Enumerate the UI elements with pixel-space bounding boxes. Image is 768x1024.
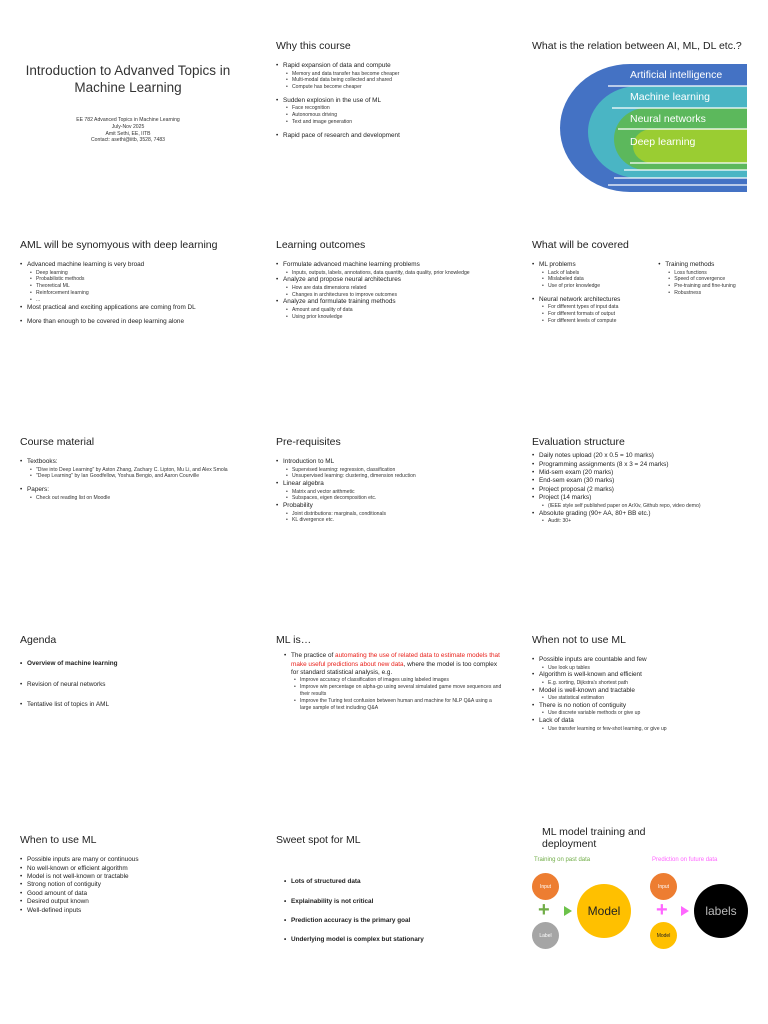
bullet: • Model is not well-known or tractable (20, 873, 256, 881)
bullet: • Explainability is not critical (284, 898, 512, 906)
sub-bullet: • Use discrete variable methods or give up (532, 710, 768, 717)
slide-when-not-to-use-ml (532, 634, 768, 819)
bullet: • Formulate advanced machine learning problems (276, 261, 512, 269)
bullet-list (20, 458, 256, 501)
label-ml: Machine learning (630, 91, 710, 103)
slide-aml-deep-learning (20, 239, 256, 424)
sub-bullet: • Lack of labels (532, 270, 658, 277)
sub-bullet: • Memory and data transfer has become cheaper (276, 71, 512, 78)
slide-heading: When not to use ML (532, 634, 626, 646)
slide-heading: Agenda (20, 634, 57, 646)
sub-bullet: • For different levels of compute (532, 318, 658, 325)
slide-evaluation-structure (532, 436, 768, 621)
bullet: • Overview of machine learning (20, 660, 256, 668)
sub-bullet: • Amount and quality of data (276, 307, 512, 314)
slide-prerequisites (276, 436, 512, 621)
slide-heading: Evaluation structure (532, 436, 625, 448)
bullet: • Rapid expansion of data and compute (276, 62, 512, 70)
cover-title: Introduction to Advanved Topics in Machine Learning (25, 63, 231, 95)
bullet: • Underlying model is complex but stationary (284, 936, 512, 944)
input-circle-prediction: Input (650, 873, 677, 900)
arrow-icon (681, 906, 689, 916)
sub-bullet: • Speed of convergence (658, 276, 768, 283)
input-circle: Input (532, 873, 559, 900)
sub-bullet: • For different formats of output (532, 311, 658, 318)
sub-bullet: • Robustness (658, 290, 768, 297)
sub-bullet: • Improve the Turing test confusion between human and machine for NLP Q&A using a large sample of text including Q&A (284, 698, 502, 712)
slide-title (10, 35, 246, 220)
slide-ml-is (276, 634, 512, 819)
bullet-list-right (658, 261, 768, 325)
bullet: • Sudden explosion in the use of ML (276, 97, 512, 105)
sub-bullet: • Unsupervised learning: clustering, dimension reduction (276, 473, 512, 480)
definition-highlight: automating the use of related data to estimate models that make useful predictions about new data (291, 652, 500, 668)
sub-bullet: • Probabilistic methods (20, 276, 256, 283)
slide-heading: AML will be synomyous with deep learning (20, 239, 218, 251)
slide-why-this-course (276, 40, 512, 225)
sub-bullet: • ... (20, 297, 256, 304)
label-nn: Neural networks (630, 113, 706, 125)
slide-heading: Course material (20, 436, 95, 448)
definition-prefix: The practice of (291, 652, 336, 660)
sub-bullet: • Improve accuracy of classification of images using labeled images (284, 677, 502, 684)
course-code: EE 782 Advanced Topics in Machine Learning (76, 116, 180, 123)
bullet: • Advanced machine learning is very broad (20, 261, 256, 269)
sub-bullet: • "Dive into Deep Learning" by Aston Zhang, Zachary C. Lipton, Mu Li, and Alex Smola (20, 467, 256, 474)
sub-bullet: • Text and image generation (276, 119, 512, 126)
sub-bullet: • Deep learning (20, 270, 256, 277)
slide-heading: When to use ML (20, 834, 97, 846)
bullet: • Algorithm is well-known and efficient (532, 671, 768, 679)
sub-bullet: • Reinforcement learning (20, 290, 256, 297)
bullet: • Rapid pace of research and development (276, 132, 512, 140)
slide-agenda (20, 634, 256, 819)
bullet: • Neural network architectures (532, 296, 658, 304)
sub-bullet: • Changes in architectures to improve outcomes (276, 292, 512, 299)
sub-bullet: • (IEEE style self published paper on ArXiv, Github repo, video demo) (532, 503, 768, 510)
sub-bullet: • Supervised learning: regression, classification (276, 467, 512, 474)
model-circle-small: Model (650, 922, 677, 949)
sub-bullet: • Face recognition (276, 105, 512, 112)
sub-bullet: • Use transfer learning or few-shot learning, or give up (532, 726, 768, 733)
contact: Contact: asethi@iitb, 3528, 7483 (91, 137, 165, 144)
slide-training-deployment (532, 826, 768, 1016)
training-label: Training on past data (534, 857, 591, 863)
bullet-definition (284, 652, 502, 677)
bullet: • Possible inputs are many or continuous (20, 856, 256, 864)
bullet: • Daily notes upload (20 x 0.5 = 10 marks) (532, 452, 768, 460)
slide-heading: What will be covered (532, 239, 629, 251)
label-dl: Deep learning (630, 136, 696, 148)
bullet: • Linear algebra (276, 480, 512, 488)
sub-bullet: • Pre-training and fine-tuning (658, 283, 768, 290)
bullet-list (276, 458, 512, 524)
bullet: • Model is well-known and tractable (532, 687, 768, 695)
bullet-list (276, 62, 512, 140)
sub-bullet: • Loss functions (658, 270, 768, 277)
sub-bullet: • Inputs, outputs, labels, annotations, data quantity, data quality, prior knowledge (276, 270, 512, 277)
bullet: • Mid-sem exam (20 marks) (532, 469, 768, 477)
sub-bullet: • Compute has become cheaper (276, 84, 512, 91)
label-ai: Artificial intelligence (630, 69, 723, 81)
slide-heading: ML model training and deployment (542, 826, 646, 851)
sub-bullet: • Matrix and vector arithmetic (276, 489, 512, 496)
course-term: July-Nov 2025 (111, 123, 145, 130)
sub-bullet: • Autonomous driving (276, 112, 512, 119)
bullet: • Probability (276, 502, 512, 510)
sub-bullet: • KL divergence etc. (276, 517, 512, 524)
sub-bullet: • How are data dimensions related (276, 285, 512, 292)
slide-what-will-be-covered (532, 239, 768, 424)
sub-bullet: • Mislabeled data (532, 276, 658, 283)
label-circle: Label (532, 922, 559, 949)
slide-learning-outcomes (276, 239, 512, 424)
sub-bullet: • Multi-modal data being collected and shared (276, 77, 512, 84)
bullet: • Strong notion of contiguity (20, 881, 256, 889)
slide-heading: What is the relation between AI, ML, DL etc.? (532, 40, 742, 52)
bullet: • Good amount of data (20, 890, 256, 898)
sub-bullet: • For different types of input data (532, 304, 658, 311)
bullet: • Programming assignments (8 x 3 = 24 marks) (532, 461, 768, 469)
bullet-list (20, 856, 256, 915)
bullet-list-left (532, 261, 658, 325)
sub-bullet: • E.g. sorting, Dijkstra's shortest path (532, 680, 768, 687)
bullet: • ML problems (532, 261, 658, 269)
slide-sweet-spot (276, 834, 512, 1019)
arrow-icon (564, 906, 572, 916)
bullet-list (20, 660, 256, 709)
slide-heading: Pre-requisites (276, 436, 341, 448)
bullet: • There is no notion of contiguity (532, 702, 768, 710)
slide-ai-ml-dl-relation (532, 40, 768, 225)
bullet-list (276, 261, 512, 320)
bullet-list (532, 452, 768, 525)
slide-heading: Why this course (276, 40, 351, 52)
bullet: • Project (14 marks) (532, 494, 768, 502)
labels-circle: labels (694, 884, 748, 938)
slide-heading: ML is… (276, 634, 312, 646)
bullet: • Lots of structured data (284, 878, 512, 886)
bullet-list (276, 878, 512, 945)
sub-bullet: • Using prior knowledge (276, 314, 512, 321)
bullet: • Prediction accuracy is the primary goal (284, 917, 512, 925)
bullet: • Textbooks: (20, 458, 256, 466)
bullet: • Lack of data (532, 717, 768, 725)
prediction-label: Prediction on future data (652, 857, 718, 863)
bullet: • No well-known or efficient algorithm (20, 865, 256, 873)
slide-heading: Learning outcomes (276, 239, 366, 251)
bullet: • Tentative list of topics in AML (20, 701, 256, 709)
bullet: • Introduction to ML (276, 458, 512, 466)
bullet: • Revision of neural networks (20, 681, 256, 689)
bullet: • Well-defined inputs (20, 907, 256, 915)
sub-bullet: • Improve win percentage on alpha-go using several simulated game move sequences and their results (284, 684, 502, 698)
sub-bullet: • "Deep Learning" by Ian Goodfellow, Yoshua Bengio, and Aaron Courville (20, 473, 256, 480)
definition-suffix: , where the model is too complex for standard statistical analysis, e.g. (291, 660, 498, 676)
plus-icon: + (538, 899, 550, 921)
sub-bullet: • Use statistical estimation (532, 695, 768, 702)
bullet-list (20, 261, 256, 326)
slide-when-to-use-ml (20, 834, 256, 1019)
bullet: • Absolute grading (90+ AA, 80+ BB etc.) (532, 510, 768, 518)
nested-fields-diagram (552, 62, 752, 192)
bullet: • Project proposal (2 marks) (532, 486, 768, 494)
bullet-list (532, 656, 768, 732)
slide-course-material (20, 436, 256, 621)
sub-bullet: • Theoretical ML (20, 283, 256, 290)
sub-bullet: • Joint distributions: marginals, conditionals (276, 511, 512, 518)
slide-heading: Sweet spot for ML (276, 834, 361, 846)
bullet: • Possible inputs are countable and few (532, 656, 768, 664)
plus-icon: + (656, 899, 668, 921)
sub-bullet: • Check out reading list on Moodle (20, 495, 256, 502)
sub-bullet: • Use of prior knowledge (532, 283, 658, 290)
cover-info (10, 117, 246, 145)
bullet-list (276, 652, 512, 711)
bullet: • End-sem exam (30 marks) (532, 477, 768, 485)
sub-bullet: • Audit: 30+ (532, 518, 768, 525)
model-circle: Model (577, 884, 631, 938)
sub-bullet: • Use look up tables (532, 665, 768, 672)
sub-bullet: • Subspaces, eigen decomposition etc. (276, 495, 512, 502)
bullet: • Papers: (20, 486, 256, 494)
instructor: Amit Sethi, EE, IITB (105, 130, 151, 137)
bullet: • Analyze and propose neural architectures (276, 276, 512, 284)
bullet: • Training methods (658, 261, 768, 269)
bullet: • Analyze and formulate training methods (276, 298, 512, 306)
bullet: • Desired output known (20, 898, 256, 906)
bullet: • Most practical and exciting applications are coming from DL (20, 304, 256, 312)
bullet: • More than enough to be covered in deep learning alone (20, 318, 256, 326)
